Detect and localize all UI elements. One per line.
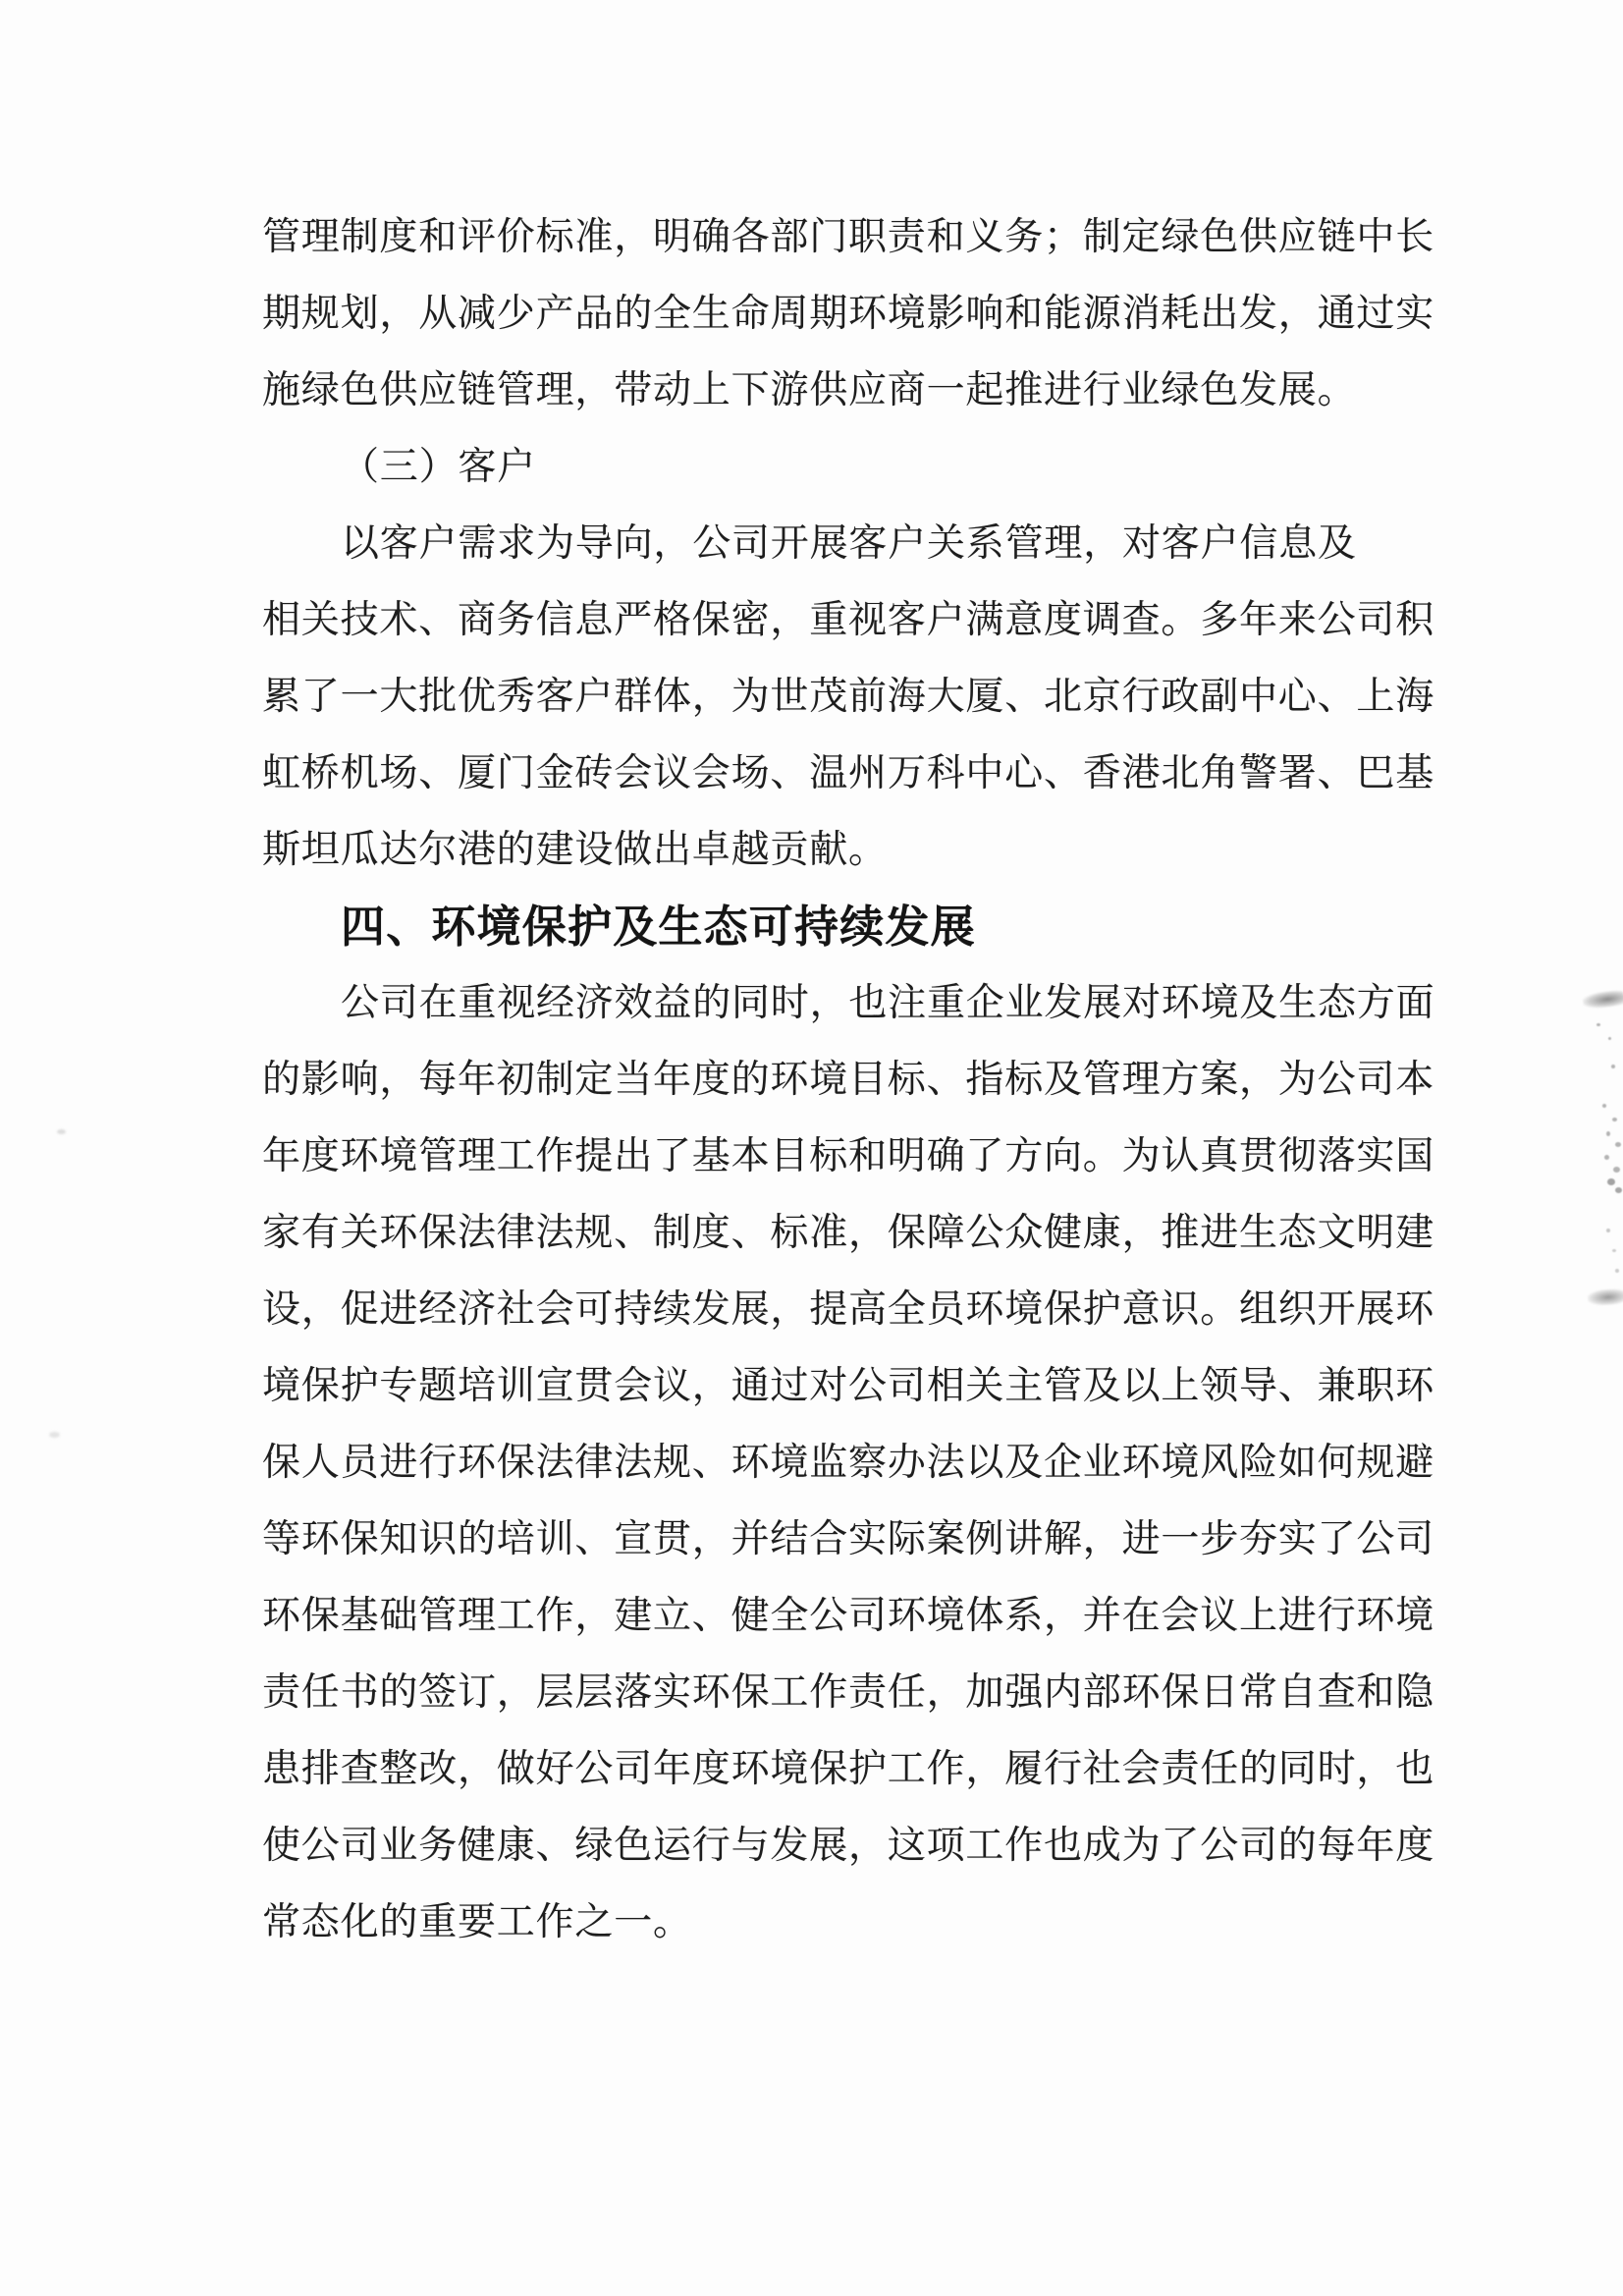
body-line: 等环保知识的培训、宣贯，并结合实际案例讲解，进一步夯实了公司 [262,1518,1435,1560]
scan-speckle [1615,1187,1622,1193]
scan-speckle [1602,1104,1606,1108]
scan-speckle [1615,1269,1619,1273]
body-line: 常态化的重要工作之一。 [262,1901,692,1943]
body-line: 公司在重视经济效益的同时，也注重企业发展对环境及生态方面 [341,982,1435,1024]
body-line: 患排查整改，做好公司年度环境保护工作，履行社会责任的同时，也 [262,1748,1435,1790]
body-line: 责任书的签订，层层落实环保工作责任，加强内部环保日常自查和隐 [262,1671,1435,1714]
scan-smudge-streak [1587,1288,1623,1307]
body-line: 虹桥机场、厦门金砖会议会场、温州万科中心、香港北角警署、巴基 [262,752,1435,794]
subheading-customers [262,429,1450,506]
scan-speckle [49,1432,60,1438]
scan-speckle [57,1129,66,1134]
body-line: 相关技术、商务信息严格保密，重视客户满意度调查。多年来公司积 [262,599,1435,641]
scan-speckle [1612,1118,1617,1121]
paragraph-green-supply-chain [262,199,1450,429]
body-line: 保人员进行环保法律法规、环境监察办法以及企业环境风险如何规避 [262,1442,1435,1484]
body-line: 累了一大批优秀客户群体，为世茂前海大厦、北京行政副中心、上海 [262,676,1435,718]
scan-speckle [1596,1023,1600,1026]
body-line: 期规划，从减少产品的全生命周期环境影响和能源消耗出发，通过实 [262,293,1435,335]
scan-speckle [1604,1155,1609,1160]
body-line: 环保基础管理工作，建立、健全公司环境体系，并在会议上进行环境 [262,1595,1435,1637]
paragraph-environment [262,965,1450,1961]
body-line: 年度环境管理工作提出了基本目标和明确了方向。为认真贯彻落实国 [262,1135,1435,1177]
body-line: 的影响，每年初制定当年度的环境目标、指标及管理方案，为公司本 [262,1059,1435,1101]
body-line: 设，促进经济社会可持续发展，提高全员环境保护意识。组织开展环 [262,1288,1435,1331]
subsection-heading: （三）客户 [341,446,537,488]
scan-smudge-streak [1582,990,1623,1011]
body-line: 斯坦瓜达尔港的建设做出卓越贡献。 [262,829,888,871]
body-line: 施绿色供应链管理，带动上下游供应商一起推进行业绿色发展。 [262,369,1357,411]
scan-speckle [1607,1178,1615,1185]
body-line: 境保护专题培训宣贯会议，通过对公司相关主管及以上领导、兼职环 [262,1365,1435,1407]
body-line: 使公司业务健康、绿色运行与发展，这项工作也成为了公司的每年度 [262,1825,1435,1867]
heading-environment [262,889,1450,965]
body-line: 家有关环保法律法规、制度、标准，保障公众健康，推进生态文明建 [262,1212,1435,1254]
scan-speckle [1612,1249,1616,1252]
section-heading: 四、环境保护及生态可持续发展 [341,902,976,952]
scan-speckle [1606,1229,1610,1232]
body-line: 管理制度和评价标准，明确各部门职责和义务；制定绿色供应链中长 [262,216,1435,258]
scan-speckle [1613,1167,1620,1173]
body-line: 以客户需求为导向，公司开展客户关系管理，对客户信息及 [341,522,1357,565]
scan-speckle [1615,1142,1621,1147]
scan-speckle [1611,1065,1615,1068]
scan-speckle [1606,1131,1610,1136]
paragraph-customers [262,506,1450,889]
text-block [262,199,1450,1961]
scan-speckle [1608,1037,1611,1040]
